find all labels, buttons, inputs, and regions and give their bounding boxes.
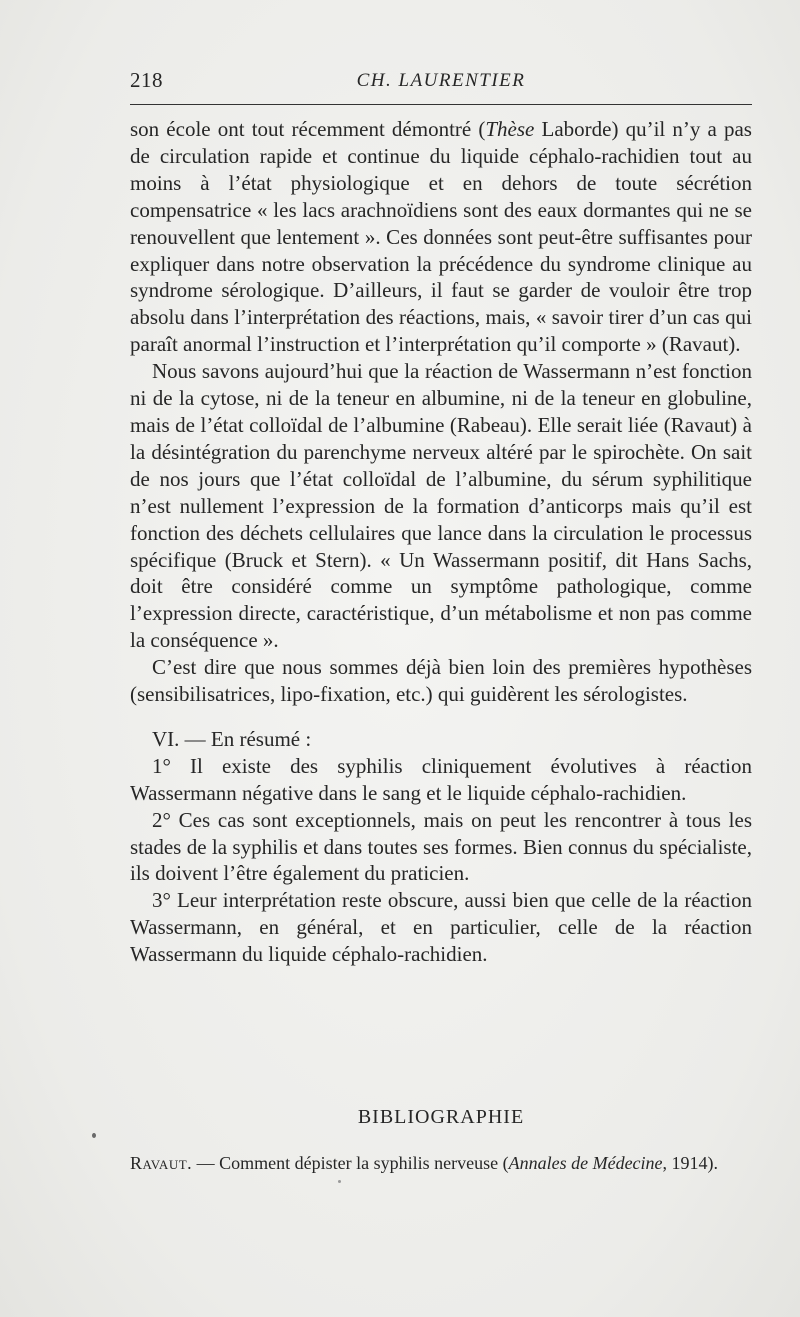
header-rule: [130, 104, 752, 105]
paragraph-text: son école ont tout récemment démontré (: [130, 117, 486, 141]
paragraph-text: Laborde) qu’il n’y a pas de circulation rapide et continue du liquide céphalo-rachidien tout au moins à l’état physiologique et en dehors de toute sécrétion compensatrice « les lacs arachnoïdiens sont des eaux dormantes qui ne se renouvellent que lentement ». Ces données sont peut-être suffisantes pour expliquer dans notre observation la précédence du syndrome clinique au syndrome sérologique. D’ailleurs, il faut se garder de vouloir être trop absolu dans l’interprétation des réactions, mais, « savoir tirer d’un cas qui paraît anormal l’instruction et l’interprétation qu’il comporte » (Ravaut).: [130, 117, 752, 357]
bibliography-author: Ravaut.: [130, 1153, 193, 1173]
summary-point-2: 2° Ces cas sont exceptionnels, mais on peut les rencontrer à tous les stades de la syphilis et dans toutes ses formes. Bien connus du spécialiste, ils doivent l’être également du praticien.: [130, 807, 752, 886]
bibliography-title: BIBLIOGRAPHIE: [357, 1106, 525, 1128]
ink-speck: [92, 1133, 96, 1138]
bibliography-end: , 1914).: [662, 1153, 719, 1173]
summary-point-3: 3° Leur interprétation reste obscure, aussi bien que celle de la réaction Wassermann, en général, et en particulier, celle de la réaction Wassermann du liquide céphalo-rachidien.: [130, 888, 752, 967]
italic-word: Thèse: [485, 117, 535, 141]
summary-point-1: 1° Il existe des syphilis cliniquement évolutives à réaction Wassermann négative dans le sang et le liquide céphalo-rachidien.: [130, 753, 752, 805]
ink-speck: [338, 1180, 341, 1183]
paragraph-continuation: [130, 116, 752, 358]
running-title: CH. LAURENTIER: [356, 70, 526, 91]
paragraph-wassermann: Nous savons aujourd’hui que la réaction de Wassermann n’est fonction ni de la cytose, ni de la teneur en albumine, ni de la teneur en globuline, mais de l’état colloïdal de l’albumine (Rabeau). Elle serait liée (Ravaut) à la désintégration du parenchyme nerveux altéré par le spirochète. On sait de nos jours que l’état colloïdal de l’albumine, du sérum syphilitique n’est nullement l’expression de la formation d’anticorps mais qu’il est fonction des déchets cellulaires que lance dans la circulation le processus spécifique (Bruck et Stern). « Un Wassermann positif, dit Hans Sachs, doit être considéré comme un symptôme pathologique, comme l’expression directe, caractéristique, d’un métabolisme et non pas comme la conséquence ».: [130, 359, 752, 653]
bibliography-entry: [130, 1151, 752, 1176]
paragraph-hypotheses: C’est dire que nous sommes déjà bien loin des premières hypothèses (sensibilisatrices, lipo-fixation, etc.) qui guidèrent les sérologistes.: [130, 655, 752, 707]
bibliography-text: — Comment dépister la syphilis nerveuse (: [192, 1153, 509, 1173]
summary-heading: VI. — En résumé :: [152, 726, 312, 751]
page-header: [130, 64, 752, 100]
page-number: 218: [130, 68, 163, 92]
body-text: [130, 116, 752, 968]
bibliography-journal: Annales de Médecine: [508, 1153, 663, 1173]
